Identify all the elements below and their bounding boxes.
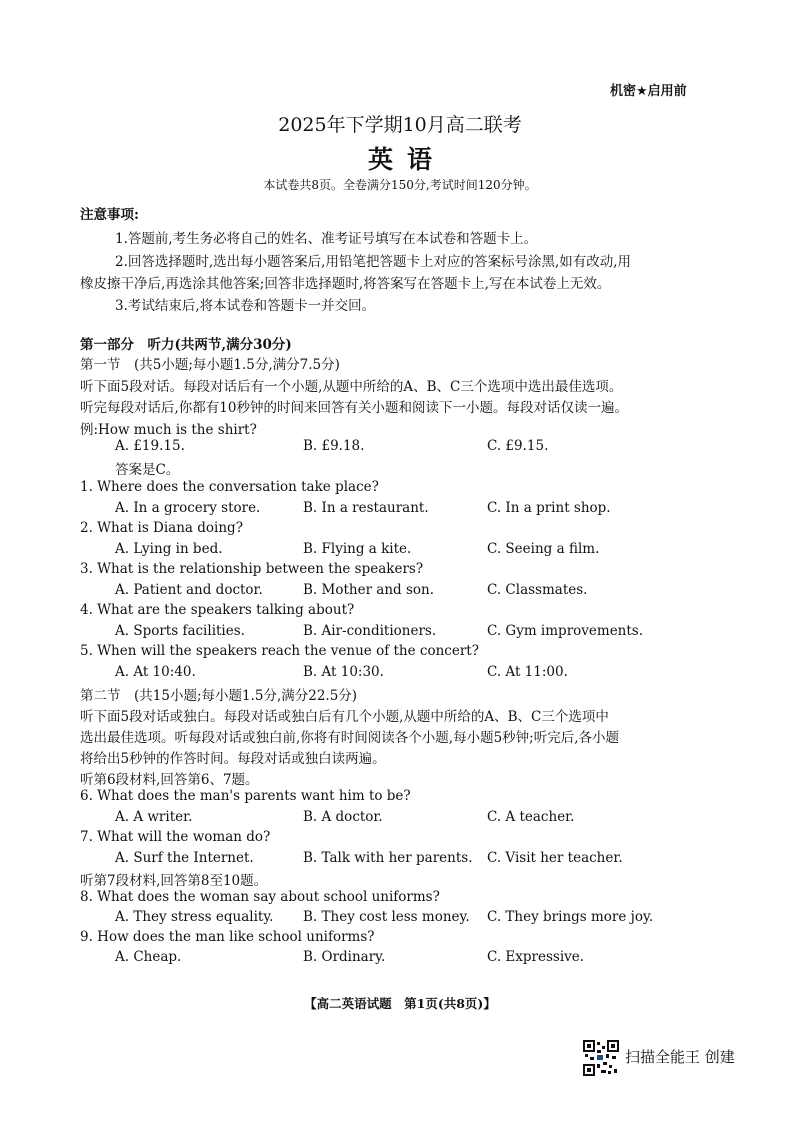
question-9: 9. How does the man like school uniforms?	[80, 929, 375, 945]
q7-option-a: A. Surf the Internet.	[115, 850, 254, 866]
material-6-note: 听第6段材料,回答第6、7题。	[80, 772, 259, 788]
question-4: 4. What are the speakers talking about?	[80, 602, 355, 618]
q6-option-c: C. A teacher.	[487, 809, 575, 825]
notice-item-1: 1.答题前,考生务必将自己的姓名、准考证号填写在本试卷和答题卡上。	[115, 231, 538, 247]
q2-option-c: C. Seeing a film.	[487, 541, 600, 557]
q6-option-a: A. A writer.	[115, 809, 193, 825]
section2-instruction-2: 选出最佳选项。听每段对话或独白前,你将有时间阅读各个小题,每小题5秒钟;听完后,各小题	[80, 730, 620, 746]
section2-instruction-3: 将给出5秒钟的作答时间。每段对话或独白读两遍。	[80, 751, 386, 767]
q2-option-b: B. Flying a kite.	[303, 541, 412, 557]
example-question: 例:How much is the shirt?	[80, 422, 257, 438]
q7-option-b: B. Talk with her parents.	[303, 850, 473, 866]
part1-title: 第一部分 听力(共两节,满分30分)	[80, 337, 292, 353]
notice-item-2: 2.回答选择题时,选出每小题答案后,用铅笔把答题卡上对应的答案标号涂黑,如有改动,用	[115, 254, 632, 270]
q3-option-c: C. Classmates.	[487, 582, 588, 598]
q4-option-a: A. Sports facilities.	[115, 623, 245, 639]
notice-item-3: 3.考试结束后,将本试卷和答题卡一并交回。	[115, 298, 376, 314]
q8-option-b: B. They cost less money.	[303, 909, 470, 925]
q1-option-c: C. In a print shop.	[487, 500, 611, 516]
example-option-b: B. £9.18.	[303, 438, 365, 454]
q1-option-b: B. In a restaurant.	[303, 500, 429, 516]
question-5: 5. When will the speakers reach the venue of the concert?	[80, 643, 479, 659]
exam-info: 本试卷共8页。全卷满分150分,考试时间120分钟。	[263, 178, 537, 192]
qr-code-icon	[583, 1040, 619, 1076]
section2-title: 第二节 (共15小题;每小题1.5分,满分22.5分)	[80, 688, 358, 704]
question-1: 1. Where does the conversation take place?	[80, 479, 379, 495]
q3-option-b: B. Mother and son.	[303, 582, 435, 598]
q5-option-a: A. At 10:40.	[115, 664, 196, 680]
section1-instruction-2: 听完每段对话后,你都有10秒钟的时间来回答有关小题和阅读下一小题。每段对话仅读一遍。	[80, 400, 628, 416]
notice-item-2-cont: 橡皮擦干净后,再选涂其他答案;回答非选择题时,将答案写在答题卡上,写在本试卷上无效。	[80, 276, 611, 292]
q5-option-c: C. At 11:00.	[487, 664, 568, 680]
notice-title: 注意事项:	[80, 207, 139, 223]
section2-instruction-1: 听下面5段对话或独白。每段对话或独白后有几个小题,从题中所给的A、B、C三个选项中	[80, 709, 609, 725]
example-answer: 答案是C。	[115, 462, 180, 478]
exam-title: 2025年下学期10月高二联考	[278, 114, 522, 136]
q9-option-a: A. Cheap.	[115, 949, 182, 965]
question-6: 6. What does the man's parents want him to be?	[80, 788, 411, 804]
material-7-note: 听第7段材料,回答第8至10题。	[80, 873, 268, 889]
q8-option-a: A. They stress equality.	[115, 909, 274, 925]
q4-option-c: C. Gym improvements.	[487, 623, 644, 639]
q4-option-b: B. Air-conditioners.	[303, 623, 437, 639]
q8-option-c: C. They brings more joy.	[487, 909, 654, 925]
q9-option-b: B. Ordinary.	[303, 949, 386, 965]
subject-title: 英语	[367, 145, 446, 174]
example-option-a: A. £19.15.	[115, 438, 185, 454]
section1-title: 第一节 (共5小题;每小题1.5分,满分7.5分)	[80, 357, 340, 373]
question-7: 7. What will the woman do?	[80, 829, 271, 845]
example-option-c: C. £9.15.	[487, 438, 549, 454]
q6-option-b: B. A doctor.	[303, 809, 383, 825]
question-3: 3. What is the relationship between the speakers?	[80, 561, 424, 577]
q5-option-b: B. At 10:30.	[303, 664, 384, 680]
q1-option-a: A. In a grocery store.	[115, 500, 261, 516]
q3-option-a: A. Patient and doctor.	[115, 582, 263, 598]
confidential-mark: 机密★启用前	[610, 84, 687, 99]
question-8: 8. What does the woman say about school uniforms?	[80, 889, 440, 905]
q9-option-c: C. Expressive.	[487, 949, 585, 965]
section1-instruction-1: 听下面5段对话。每段对话后有一个小题,从题中所给的A、B、C三个选项中选出最佳选项。	[80, 379, 623, 395]
q7-option-c: C. Visit her teacher.	[487, 850, 623, 866]
page-footer: 【高二英语试题 第1页(共8页)】	[304, 996, 496, 1011]
q2-option-a: A. Lying in bed.	[115, 541, 223, 557]
question-2: 2. What is Diana doing?	[80, 520, 243, 536]
scanner-watermark: 扫描全能王 创建	[625, 1048, 735, 1066]
